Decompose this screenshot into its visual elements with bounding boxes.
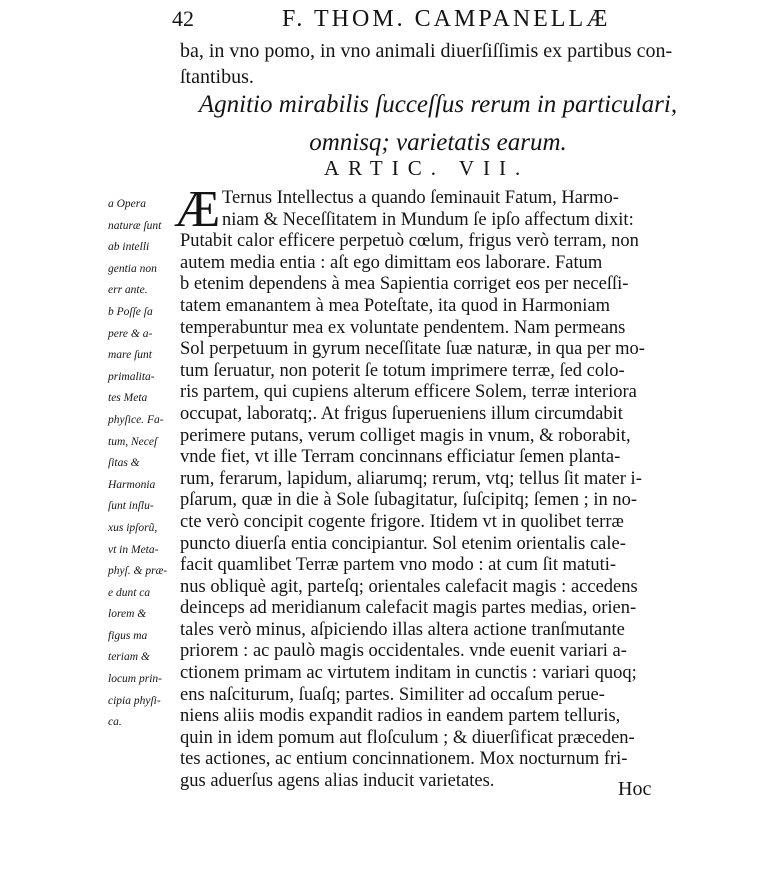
running-head: F. THOM. CAMPANELLÆ (282, 6, 611, 32)
page-number: 42 (172, 6, 194, 31)
text-line: tum ſeruatur, non poterit ſe totum imprimere terræ, ſed colo- (180, 360, 625, 381)
section-title (188, 86, 688, 162)
margin-line: lorem & (108, 608, 147, 621)
text-line: puncto diuerſa entia concipiantur. Sol etenim orientalis cale- (180, 533, 626, 554)
text-line: gus aduerſus agens alias inducit varietates. (180, 771, 495, 792)
text-line: tatem emanantem à mea Poteſtate, ita quod in Harmoniam (180, 295, 610, 316)
text-line: facit quamlibet Terræ partem vno modo : at cum ſit matuti- (180, 555, 617, 576)
text-line: vnde fiet, vt ille Terram concinnans efficiatur ſemen planta- (180, 447, 621, 468)
body-text (180, 188, 670, 793)
margin-line: naturæ ſunt (108, 219, 162, 232)
catchword: Hoc (618, 778, 652, 800)
text-line: pſarum, quæ in die à Sole ſubagitatur, ſuſcipitq; ſemen ; in no- (180, 490, 638, 511)
text-line: Putabit calor efficere perpetuò cœlum, frigus verò terram, non (180, 231, 639, 252)
title-line: Agnitio mirabilis ſucceſſus rerum in particulari, (198, 91, 678, 118)
margin-line: ca. (108, 716, 122, 729)
margin-line: figus ma (108, 629, 148, 642)
margin-line: pere & a- (108, 327, 153, 340)
margin-line: locum prin- (108, 673, 162, 686)
text-line: ctionem primam ac virtutem inditam in cunctis : variari quoq; (180, 663, 637, 684)
text-line: priorem : ac paulò magis occidentales. vnde euenit variari a- (180, 641, 627, 662)
margin-line: ab intelli (108, 241, 150, 254)
margin-line: ſunt inſlu- (108, 500, 154, 513)
margin-line: xus ipſorũ, (108, 521, 158, 534)
page-header (0, 6, 765, 36)
margin-line: vt in Meta- (108, 543, 159, 556)
margin-line: Harmonia (108, 478, 156, 491)
text-line: temperabuntur mea ex voluntate pendentem. Nam permeans (180, 317, 626, 338)
text-line: occupat, laboratq;. At frigus ſuperueniens illum circumdabit (180, 403, 623, 424)
text-line: quin in idem pomum aut floſculum ; & diuerſificat præceden- (180, 727, 635, 748)
text-line: rum, ferarum, lapidum, aliarumq; rerum, vtq; tellus ſit mater i- (180, 468, 642, 489)
margin-line: cipia phyſi- (108, 694, 161, 707)
text-line: deinceps ad meridianum calefacit magis partes medias, orien- (180, 598, 637, 619)
text-line: Sol perpetuum in gyrum neceſſitate ſuæ naturæ, in qua per mo- (180, 339, 645, 360)
text-line: perimere putans, verum colliget magis in vnum, & roborabit, (180, 425, 631, 446)
text-line: ris partem, qui cupiens alterum efficere Solem, terræ interiora (180, 382, 637, 403)
margin-line: phyſ. & præ- (108, 565, 168, 578)
margin-line: e dunt ca (108, 586, 151, 599)
article-heading: ARTIC. VII. (324, 156, 530, 180)
margin-line: ſitas & (108, 457, 140, 470)
text-line: cte verò concipit cogente frigore. Itidem vt in quolibet terræ (180, 511, 624, 532)
margin-line: gentia non (108, 262, 157, 275)
text-line: autem media entia : aſt ego dimittam eos laborare. Fatum (180, 252, 603, 273)
title-line: omnisq; varietatis earum. (309, 129, 567, 156)
margin-line: phyſice. Fa- (108, 413, 164, 426)
text-line: tes actiones, ac entium concinnationem. Mox nocturnum fri- (180, 749, 628, 770)
text-line: ens naſciturum, ſuaſq; partes. Similiter ad occaſum perue- (180, 684, 605, 705)
margin-line: err ante. (108, 284, 148, 297)
margin-line: primalita- (108, 370, 155, 383)
text-line: b etenim dependens à mea Sapientia corriget eos per neceſſi- (180, 274, 629, 295)
margin-line: a Opera (108, 198, 147, 210)
margin-line: mare ſunt (108, 349, 152, 362)
text-line: ba, in vno pomo, in vno animali diuerſiſſimis ex partibus con- (180, 40, 673, 62)
continued-text (180, 38, 673, 90)
text-line: ſtantibus. (180, 66, 254, 88)
drop-cap: Æ (174, 181, 221, 238)
text-line: nus obliquè agit, parteſq; orientales calefacit magis : accedens (180, 576, 638, 597)
margin-line: teriam & (108, 651, 150, 664)
text-line: Ternus Intellectus a quando ſeminauit Fatum, Harmo- (222, 188, 619, 208)
margin-line: tum, Neceſ (108, 435, 158, 448)
text-line: niam & Neceſſitatem in Mundum ſe ipſo affectum dixit: (222, 209, 634, 230)
margin-line: b Poſſe ſa (108, 305, 153, 318)
text-line: niens aliis modis expandit radios in eandem partem telluris, (180, 706, 621, 727)
margin-line: tes Meta (108, 392, 148, 405)
marginal-notes (108, 194, 180, 734)
text-line: tales verò minus, aſpiciendo illas altera actione tranſmutante (180, 619, 625, 640)
